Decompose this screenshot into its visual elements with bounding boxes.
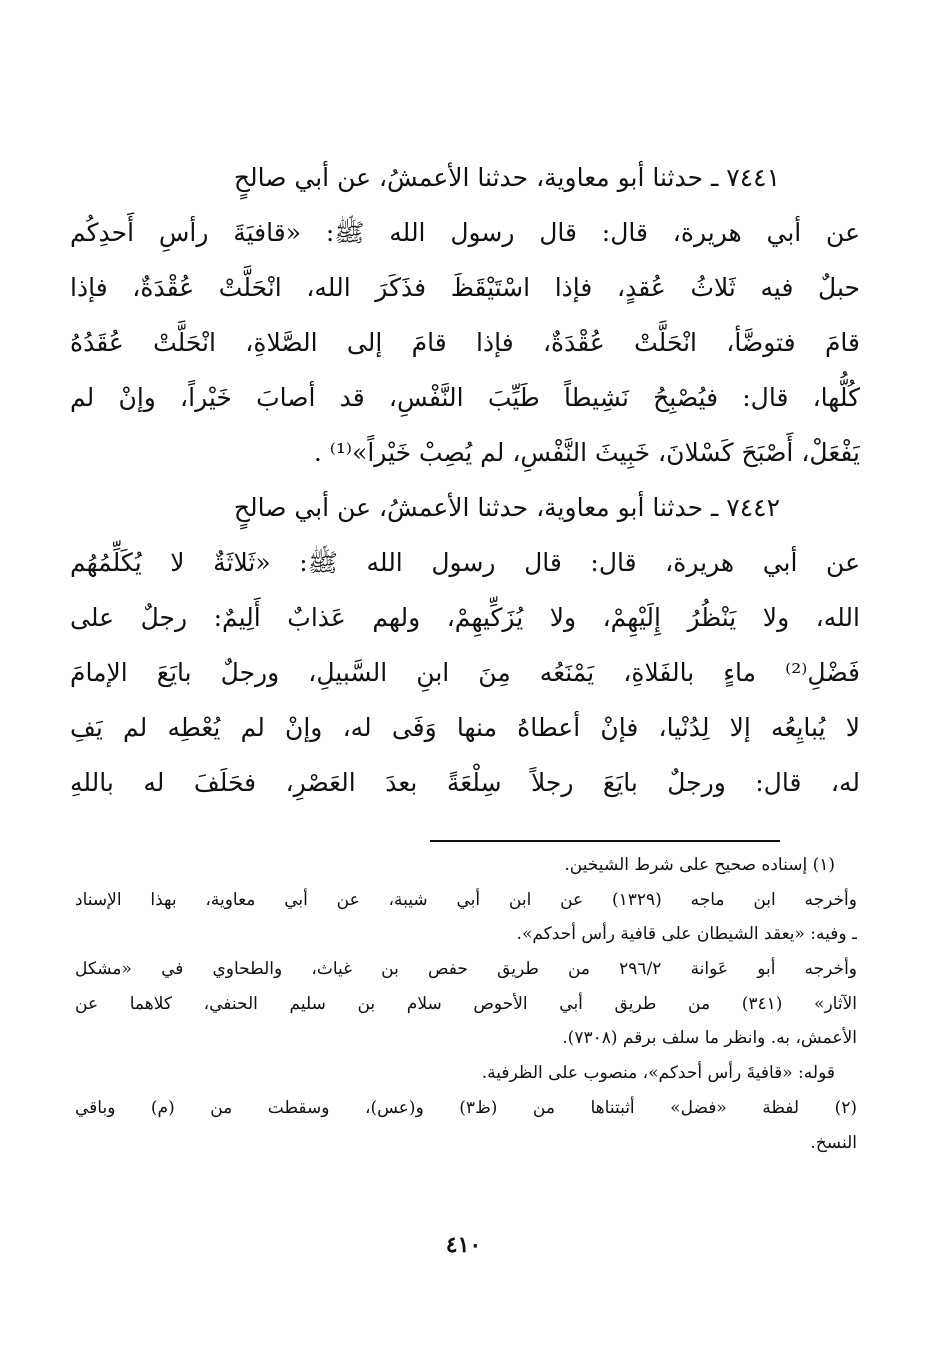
hadith-7442-heading: ٧٤٤٢ ـ حدثنا أبو معاوية، حدثنا الأعمشُ، عن أبي صالحٍ [233, 493, 780, 522]
footnote-line: الأعمش، به. وانظر ما سلف برقم (٧٣٠٨). [562, 1028, 857, 1049]
text-line: كُلُّها، قال: فيُصْبِحُ نَشِيطاً طَيِّبَ النَّفْسِ، قد أصابَ خَيْراً، وإنْ لم [70, 383, 860, 412]
footnote-divider [430, 840, 780, 842]
footnote-line: وأخرجه ابن ماجه (١٣٢٩) عن ابن أبي شيبة، عن أبي معاوية، بهذا الإسناد [75, 889, 857, 910]
text-line: فَضْلِ⁽²⁾ ماءٍ بالفَلاةِ، يَمْنَعُه مِنَ ابنِ السَّبيلِ، ورجلٌ بايَعَ الإمامَ [70, 658, 860, 687]
hadith-7441-heading: ٧٤٤١ ـ حدثنا أبو معاوية، حدثنا الأعمشُ، عن أبي صالحٍ [233, 163, 780, 192]
footnotes [75, 848, 857, 1160]
footnote-line: النسخ. [810, 1132, 857, 1153]
text-line: لا يُبايِعُه إلا لِدُنْيا، فإنْ أعطاهُ منها وَفَى له، وإنْ لم يُعْطِه لم يَفِ [70, 713, 860, 742]
footnote-line: قوله: «قافيةَ رأس أحدكم»، منصوب على الظرفية. [481, 1063, 835, 1084]
footnote-line: وأخرجه أبو عَوانة ٢٩٦/٢ من طريق حفص بن غياث، والطحاوي في «مشكل [75, 959, 857, 980]
text-line: يَفْعَلْ، أَصْبَحَ كَسْلانَ، خَبِيثَ النَّفْسِ، لم يُصِبْ خَيْراً»⁽¹⁾ . [313, 438, 860, 467]
text-line: عن أبي هريرة، قال: قال رسول الله ﷺ: «ثَلاثَةٌ لا يُكَلِّمُهُم [70, 548, 860, 577]
text-line: حبلٌ فيه ثَلاثُ عُقدٍ، فإذا اسْتَيْقَظَ فذَكَرَ الله، انْحَلَّتْ عُقْدَةٌ، فإذا [70, 273, 860, 302]
footnote-2: (٢) لفظة «فضل» أثبتناها من (ظ٣) و(عس)، وسقطت من (م) وباقي [75, 1097, 857, 1118]
footnote-line: الآثار» (٣٤١) من طريق أبي الأحوص سلام بن سليم الحنفي، كلاهما عن [75, 993, 857, 1014]
text-line: له، قال: ورجلٌ بايَعَ رجلاً سِلْعَةً بعدَ العَصْرِ، فحَلَفَ له باللهِ [70, 768, 860, 797]
footnote-1: (١) إسناده صحيح على شرط الشيخين. [564, 855, 835, 875]
text-line: عن أبي هريرة، قال: قال رسول الله ﷺ: «قافيَةَ رأسِ أَحدِكُم [70, 218, 860, 247]
text-line: الله، ولا يَنْظُرُ إِلَيْهِمْ، ولا يُزَكِّيهِمْ، ولهم عَذابٌ أَلِيمٌ: رجلٌ على [70, 603, 860, 632]
hadith-text [70, 150, 860, 810]
page-number: ٤١٠ [445, 1232, 482, 1258]
text-line: قامَ فتوضَّأ، انْحَلَّتْ عُقْدَةٌ، فإذا قامَ إلى الصَّلاةِ، انْحَلَّتْ عُقَدُهُ [70, 328, 860, 357]
footnote-line: ـ وفيه: «يعقد الشيطان على قافية رأس أحدكم». [516, 924, 857, 945]
